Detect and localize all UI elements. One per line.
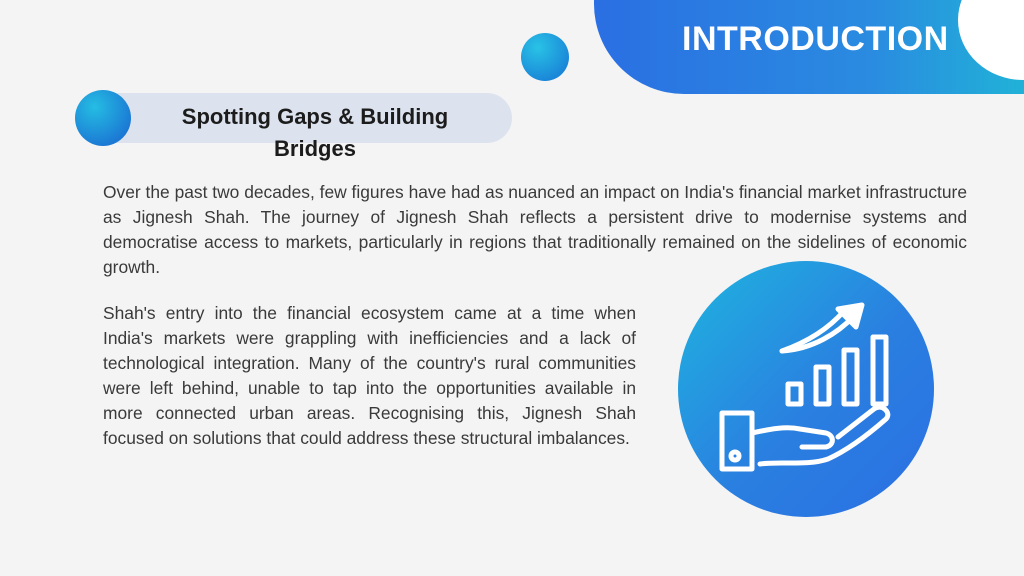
section-subtitle: Spotting Gaps & Building Bridges bbox=[181, 104, 449, 161]
decor-dot bbox=[521, 33, 569, 81]
page-title: INTRODUCTION bbox=[682, 20, 949, 58]
illustration-circle bbox=[678, 261, 934, 517]
subtitle-pill-dot bbox=[75, 90, 131, 146]
hand-growth-chart-icon bbox=[678, 261, 934, 517]
body-paragraph: Shah's entry into the financial ecosystem came at a time when India's markets were grappling with inefficiencies and a lack of technological integration. Many of the country's rural communities were left behind, unable to tap into the opportunities available in more connected urban areas. Recognising this, Jignesh Shah focused on solutions that could address these structural imbalances. bbox=[103, 303, 636, 448]
intro-paragraph: Over the past two decades, few figures have had as nuanced an impact on India's financial market infrastructure as Jignesh Shah. The journey of Jignesh Shah reflects a persistent drive to modernise systems and democratise access to markets, particularly in regions that traditionally remained on the sidelines of economic growth. bbox=[103, 182, 967, 277]
